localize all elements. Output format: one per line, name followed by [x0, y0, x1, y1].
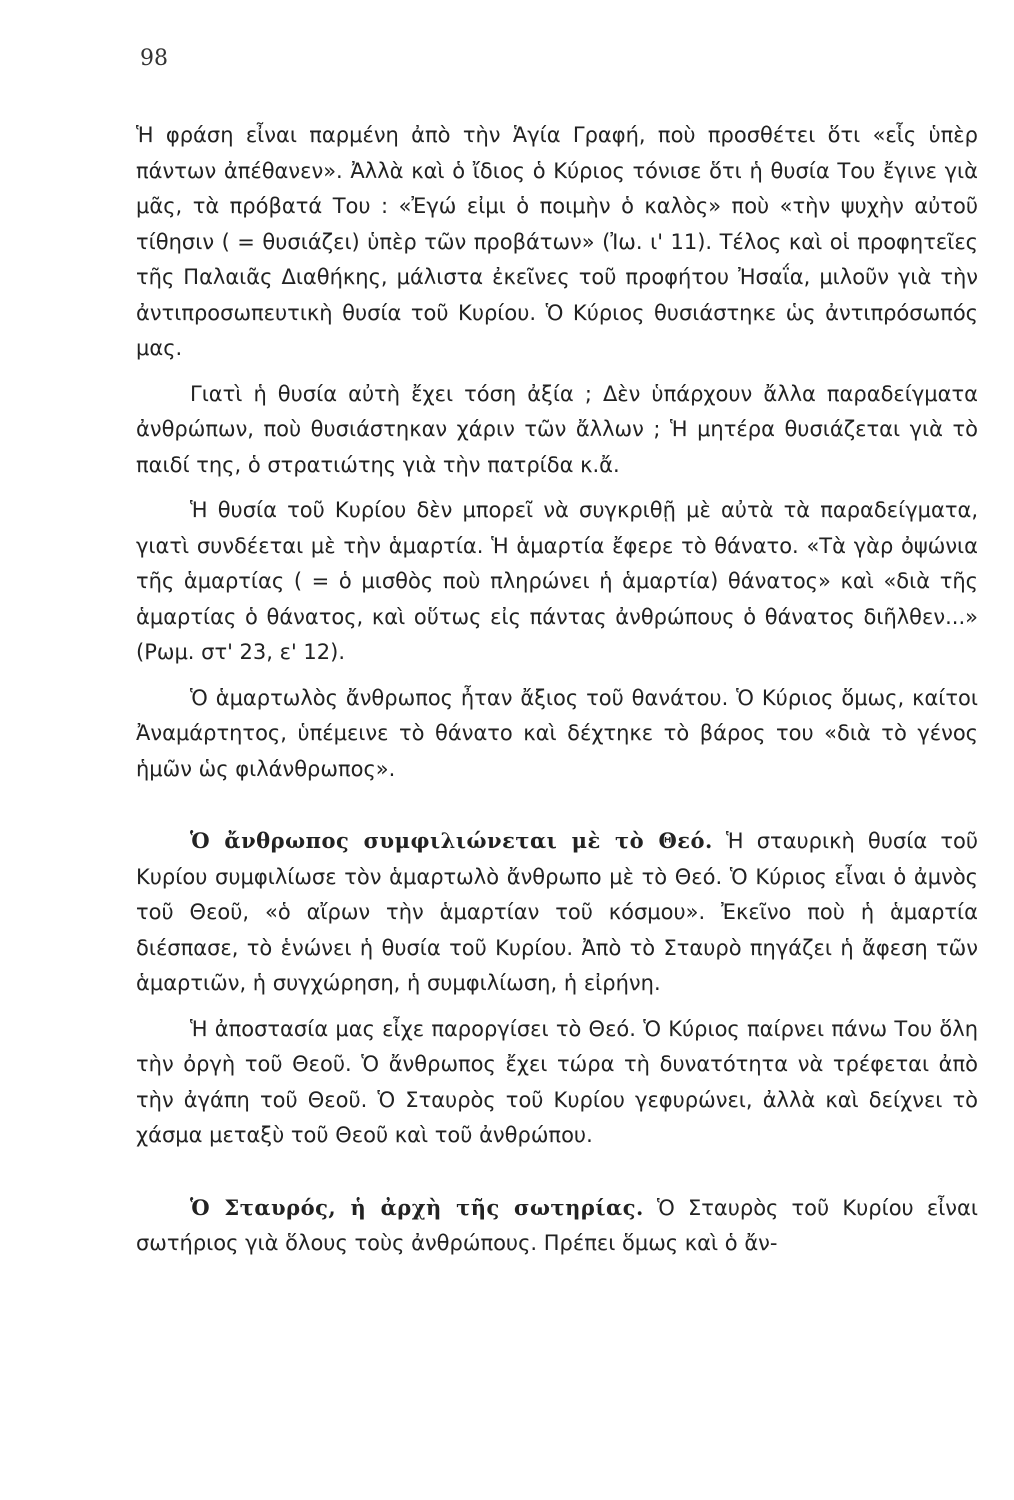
paragraph-7-text: Ὁ Σταυρὸς τοῦ Κυρίου εἶναι σωτήριος γιὰ ὅλους τοὺς ἀνθρώπους. Πρέπει ὅμως καὶ ὁ ἄν- — [136, 1195, 978, 1255]
paragraph-6-text: Ἡ ἀποστασία μας εἶχε παροργίσει τὸ Θεό. Ὁ Κύριος παίρνει πάνω Του ὅλη τὴν ὀργὴ τοῦ Θεοῦ. Ὁ ἄνθρωπος ἔχει τώρα τὴ δυνατότητα νὰ τρέφεται ἀπὸ τὴν ἀγάπη τοῦ Θεοῦ. Ὁ Σταυρὸς τοῦ Κυρίου γεφυρώνει, ἀλλὰ καὶ δείχνει τὸ χάσμα μεταξὺ τοῦ Θεοῦ καὶ τοῦ ἀνθρώπου. — [136, 1016, 978, 1147]
paragraph-1 — [136, 118, 978, 367]
body-text — [136, 118, 978, 1262]
paragraph-3-text: Ἡ θυσία τοῦ Κυρίου δὲν μπορεῖ νὰ συγκριθῇ μὲ αὐτὰ τὰ παραδείγματα, γιατὶ συνδέεται μὲ τὴν ἁμαρτία. Ἡ ἁμαρτία ἔφερε τὸ θάνατο. «Τὰ γὰρ ὀψώνια τῆς ἁμαρτίας ( = ὁ μισθὸς ποὺ πληρώνει ἡ ἁμαρτία) θάνατος» καὶ «διὰ τῆς ἁμαρτίας ὁ θάνατος, καὶ οὕτως εἰς πάντας ἀνθρώπους ὁ θάνατος διῆλθεν...» (Ρωμ. στ' 23, ε' 12). — [136, 498, 978, 664]
paragraph-2 — [136, 377, 978, 484]
paragraph-2-text: Γιατὶ ἡ θυσία αὐτὴ ἔχει τόση ἀξία ; Δὲν ὑπάρχουν ἄλλα παραδείγματα ἀνθρώπων, ποὺ θυσιάστηκαν χάριν τῶν ἄλλων ; Ἡ μητέρα θυσιάζεται γιὰ τὸ παιδί της, ὁ στρατιώτης γιὰ τὴν πατρίδα κ.ἄ. — [136, 381, 978, 477]
paragraph-6 — [136, 1012, 978, 1154]
page-number: 98 — [140, 46, 168, 71]
paragraph-3 — [136, 493, 978, 671]
paragraph-1-text: Ἡ φράση εἶναι παρμένη ἀπὸ τὴν Ἁγία Γραφή, ποὺ προσθέτει ὅτι «εἷς ὑπὲρ πάντων ἀπέθανεν». Ἀλλὰ καὶ ὁ ἴδιος ὁ Κύριος τόνισε ὅτι ἡ θυσία Του ἔγινε γιὰ μᾶς, τὰ πρόβατά Του : «Ἐγώ εἰμι ὁ ποιμὴν ὁ καλὸς» ποὺ «τὴν ψυχὴν αὐτοῦ τίθησιν ( = θυσιάζει) ὑπὲρ τῶν προβάτων» (Ἰω. ι' 11). Τέλος καὶ οἱ προφητεῖες τῆς Παλαιᾶς Διαθήκης, μάλιστα ἐκεῖνες τοῦ προφήτου Ἠσαΐα, μιλοῦν γιὰ τὴν ἀντιπροσωπευτικὴ θυσία τοῦ Κυρίου. Ὁ Κύριος θυσιάστηκε ὡς ἀντιπρόσωπός μας. — [136, 123, 978, 360]
section-heading-salvation: Ὁ Σταυρός, ἡ ἀρχὴ τῆς σωτηρίας. — [190, 1194, 644, 1220]
section-heading-reconciliation: Ὁ ἄνθρωπος συμφιλιώνεται μὲ τὸ Θεό. — [190, 828, 713, 853]
paragraph-5 — [136, 823, 978, 1002]
paragraph-4 — [136, 681, 978, 788]
paragraph-4-text: Ὁ ἁμαρτωλὸς ἄνθρωπος ἦταν ἄξιος τοῦ θανάτου. Ὁ Κύριος ὅμως, καίτοι Ἀναμάρτητος, ὑπέμεινε τὸ θάνατο καὶ δέχτηκε τὸ βάρος του «διὰ τὸ γένος ἡμῶν ὡς φιλάνθρωπος». — [136, 685, 978, 781]
paragraph-7 — [136, 1190, 978, 1262]
paragraph-5-text: Ἡ σταυρικὴ θυσία τοῦ Κυρίου συμφιλίωσε τὸν ἁμαρτωλὸ ἄνθρωπο μὲ τὸ Θεό. Ὁ Κύριος εἶναι ὁ ἀμνὸς τοῦ Θεοῦ, «ὁ αἴρων τὴν ἁμαρτίαν τοῦ κόσμου». Ἐκεῖνο ποὺ ἡ ἁμαρτία διέσπασε, τὸ ἑνώνει ἡ θυσία τοῦ Κυρίου. Ἀπὸ τὸ Σταυρὸ πηγάζει ἡ ἄφεση τῶν ἁμαρτιῶν, ἡ συγχώρηση, ἡ συμφιλίωση, ἡ εἰρήνη. — [136, 829, 978, 995]
